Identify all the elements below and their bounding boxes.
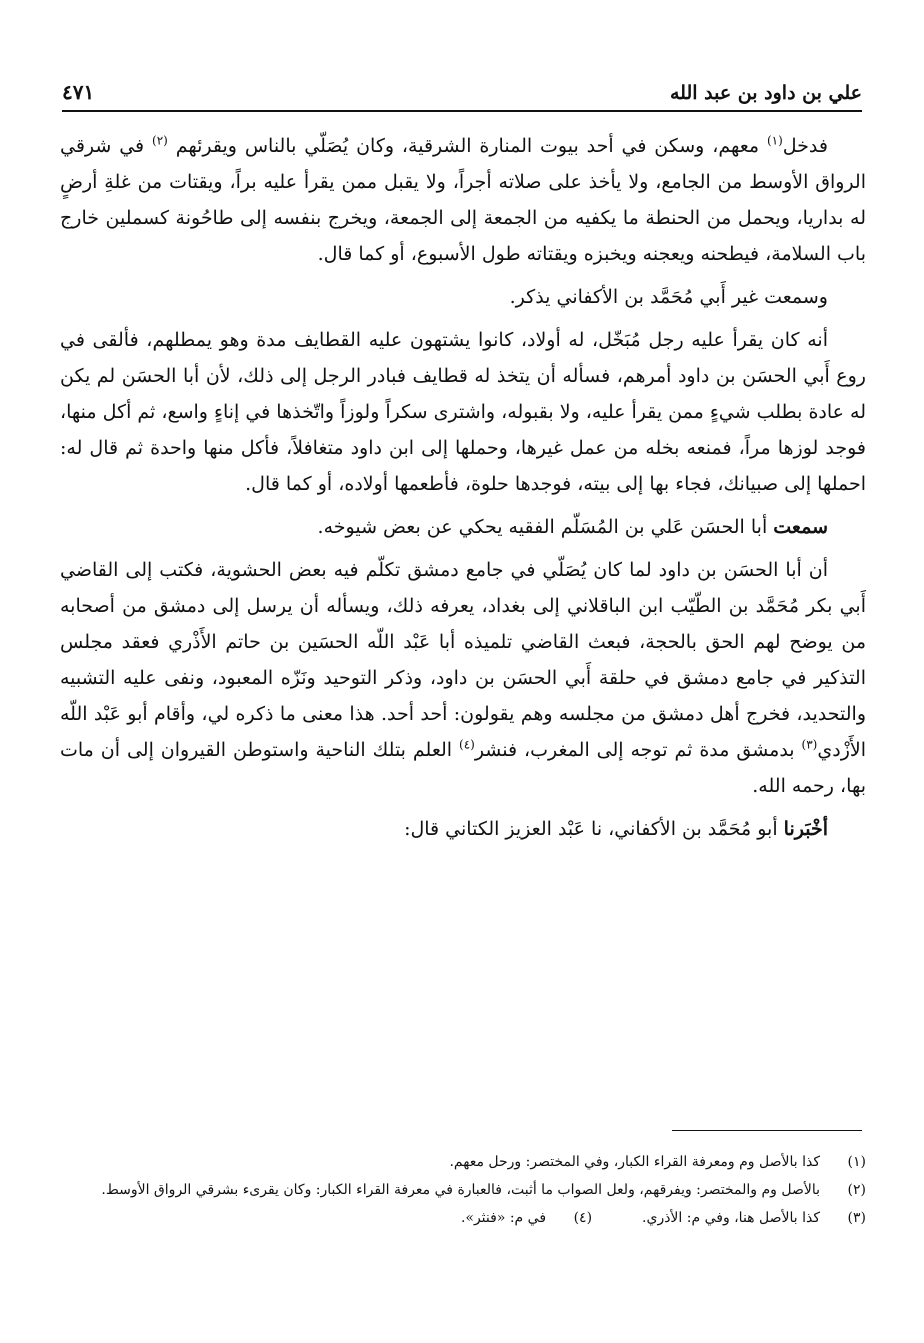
- paragraph-text: معهم، وسكن في أحد بيوت المنارة الشرقية، وكان يُصَلّي بالناس ويقرئهم: [175, 135, 767, 157]
- footnote-number: (٣): [847, 1210, 866, 1226]
- footnote-reference: (٢): [152, 133, 168, 148]
- footnote-divider: [672, 1130, 862, 1131]
- paragraph-text: أبا الحسَن عَلي بن المُسَلّم الفقيه يحكي عن بعض شيوخه.: [317, 516, 774, 538]
- paragraph-text: بدمشق مدة ثم توجه إلى المغرب، فنشر: [474, 739, 802, 761]
- footnote: [60, 1150, 866, 1174]
- footnote-number: (١): [847, 1154, 866, 1170]
- footnotes: [60, 1150, 866, 1230]
- paragraph: [60, 509, 866, 545]
- footnote: [642, 1206, 866, 1230]
- paragraph-lead-word: سمعت: [773, 516, 828, 538]
- paragraph-text: أبو مُحَمَّد بن الأكفاني، نا عَبْد العزيز الكتاني قال:: [404, 818, 784, 840]
- page-number: ٤٧١: [62, 80, 95, 104]
- paragraph-text: أن أبا الحسَن بن داود لما كان يُصَلّي في جامع دمشق تكلّم فيه بعض الحشوية، فكتب إلى القاضي أَبي بكر مُحَمَّد بن الطّيّب ابن الباقلاني إلى بغداد، يعرفه ذلك، ويسأله أن يرسل إلى دمشق من أصحابه من يوضح لهم الحق بالحجة، فبعث القاضي تلميذه أبا عَبْد اللّه الحسَين بن حاتم الأَذْري فعقد مجلس التذكير في جامع دمشق في حلقة أَبي الحسَن بن داود، وذكر التوحيد ونَزّه المعبود، ونفى عليه التشبيه والتحديد، فخرج أهل دمشق من مجلسه وهم يقولون: أحد أحد. هذا معنى ما ذكره لي، وأقام أبو عَبْد اللّه الأَزْدي: [60, 559, 866, 761]
- paragraph-lead-word: أخْبَرنا: [783, 818, 828, 840]
- footnote: [60, 1178, 866, 1202]
- paragraph-text: وسمعت غير أَبي مُحَمَّد بن الأكفاني يذكر.: [509, 286, 828, 308]
- paragraph: [60, 322, 866, 502]
- paragraph: [60, 128, 866, 272]
- paragraph-text: في شرقي الرواق الأوسط من الجامع، ولا يأخذ على صلاته أجراً، ولا يقبل ممن يقرأ عليه براً، ويقتات من غلةِ أرضٍ له بداريا، ويحمل من الحنطة ما يكفيه من الجمعة إلى الجمعة، ويخرج بنفسه إلى طاحُونة كسملين خارج باب السلامة، فيطحنه ويعجنه ويخبزه ويقتاته طول الأسبوع، أو كما قال.: [60, 135, 866, 265]
- footnote-text: بالأصل وم والمختصر: ويفرقهم، ولعل الصواب ما أثبت، فالعبارة في معرفة القراء الكبار: وكان يقرىء بشرقي الرواق الأوسط.: [101, 1182, 820, 1198]
- footnote-reference: (٣): [801, 737, 818, 752]
- footnote-number: (٢): [847, 1182, 866, 1198]
- paragraph-text: العلم بتلك الناحية واستوطن القيروان إلى أن مات بها، رحمه الله.: [60, 739, 866, 797]
- paragraph: [60, 811, 866, 847]
- main-text: [60, 128, 866, 854]
- footnote-text: كذا بالأصل هنا، وفي م: الأذري.: [642, 1210, 820, 1226]
- footnote-number: (٤): [573, 1210, 593, 1226]
- footnote-text: في م: «فنثر».: [460, 1210, 547, 1226]
- paragraph: [60, 279, 866, 315]
- footnote: [461, 1206, 592, 1230]
- footnote-reference: (٤): [459, 737, 475, 752]
- paragraph: [60, 552, 866, 804]
- footnote-reference: (١): [766, 133, 783, 148]
- footnote-text: كذا بالأصل وم ومعرفة القراء الكبار، وفي المختصر: ورحل معهم.: [449, 1154, 820, 1170]
- paragraph-text: فدخل: [782, 135, 828, 157]
- running-title: علي بن داود بن عبد الله: [669, 82, 862, 104]
- footnote-row: [60, 1206, 866, 1230]
- paragraph-text: أنه كان يقرأ عليه رجل مُبَخّل، له أولاد، كانوا يشتهون عليه القطايف مدة وهو يمطلهم، فألقى في روع أَبي الحسَن بن داود أمرهم، فسأله أن يتخذ له قطايف فبادر الرجل إلى ذلك، لأن أبا الحسَن لم يكن له عادة بطلب شيءٍ ممن يقرأ عليه، ولا بقبوله، واشترى سكراً ولوزاً واتّخذها في إناءٍ واسع، ثم أكل منها، فوجد لوزها مراً، فمنعه بخله من عمل غيرها، وحملها إلى ابن داود متغافلاً، فأكل منها واحدة ثم قال له: احملها إلى صبيانك، فجاء بها إلى بيته، فوجدها حلوة، فأطعمها أولاده، أو كما قال.: [60, 329, 866, 495]
- page-header: [62, 64, 862, 112]
